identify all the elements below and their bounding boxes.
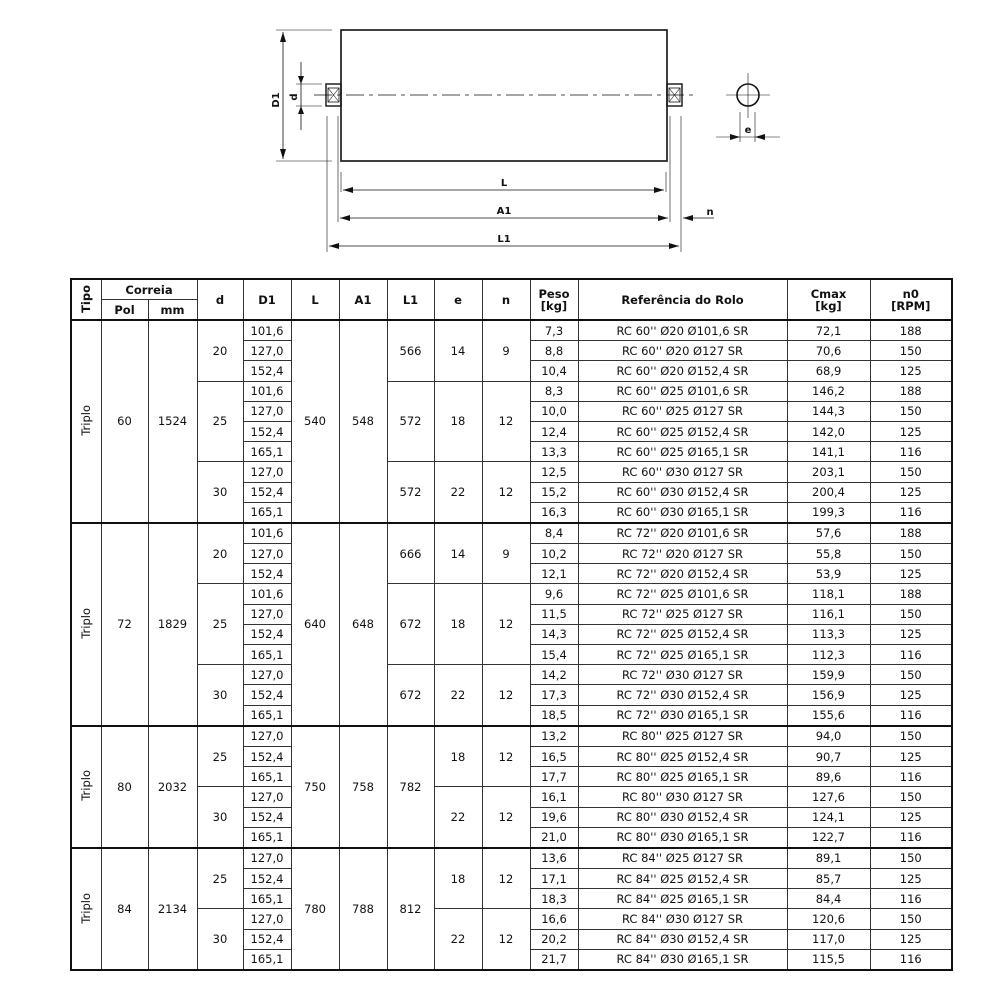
cell-referencia: RC 60'' Ø30 Ø152,4 SR [578, 482, 787, 502]
label-n: n [706, 207, 714, 218]
group-84 [71, 848, 952, 970]
cell-L1: 572 [387, 381, 434, 462]
cell-cmax: 84,4 [787, 889, 870, 909]
cell-peso: 14,3 [530, 624, 578, 644]
table-row [71, 909, 952, 929]
cell-referencia: RC 72'' Ø30 Ø127 SR [578, 665, 787, 685]
group-60 [71, 320, 952, 523]
cell-A1: 788 [339, 848, 387, 970]
cell-referencia: RC 84'' Ø30 Ø165,1 SR [578, 949, 787, 970]
cell-cmax: 142,0 [787, 421, 870, 441]
cell-n0: 150 [870, 341, 952, 361]
cell-D1: 152,4 [243, 869, 291, 889]
header-A1: A1 [339, 279, 387, 320]
cell-n: 12 [482, 665, 530, 726]
cell-L: 750 [291, 726, 339, 848]
cell-n0: 116 [870, 889, 952, 909]
cell-cmax: 68,9 [787, 361, 870, 381]
header-L1: L1 [387, 279, 434, 320]
cell-n0: 116 [870, 645, 952, 665]
header-cmax: Cmax [kg] [787, 279, 870, 320]
cell-L1: 812 [387, 848, 434, 970]
cell-cmax: 90,7 [787, 746, 870, 766]
cell-n0: 125 [870, 869, 952, 889]
roller-technical-drawing [0, 0, 1000, 270]
cell-cmax: 112,3 [787, 645, 870, 665]
header-correia: Correia [101, 279, 197, 300]
cell-A1: 648 [339, 523, 387, 726]
cell-referencia: RC 80'' Ø30 Ø152,4 SR [578, 807, 787, 827]
header-d: d [197, 279, 243, 320]
cell-n0: 125 [870, 624, 952, 644]
cell-referencia: RC 80'' Ø30 Ø127 SR [578, 787, 787, 807]
cell-D1: 152,4 [243, 685, 291, 705]
cell-n0: 150 [870, 462, 952, 482]
cell-cmax: 141,1 [787, 442, 870, 462]
cell-e: 18 [434, 381, 482, 462]
cell-d: 25 [197, 584, 243, 665]
cell-referencia: RC 80'' Ø25 Ø127 SR [578, 726, 787, 747]
cell-n0: 188 [870, 381, 952, 401]
cell-n: 12 [482, 787, 530, 848]
cell-peso: 15,2 [530, 482, 578, 502]
cell-n0: 150 [870, 726, 952, 747]
header-n0: n0 [RPM] [870, 279, 952, 320]
cell-D1: 165,1 [243, 705, 291, 726]
cell-n0: 125 [870, 807, 952, 827]
cell-cmax: 156,9 [787, 685, 870, 705]
cell-D1: 165,1 [243, 442, 291, 462]
cell-n0: 150 [870, 544, 952, 564]
cell-referencia: RC 60'' Ø30 Ø127 SR [578, 462, 787, 482]
cell-n0: 125 [870, 421, 952, 441]
cell-D1: 165,1 [243, 645, 291, 665]
cell-referencia: RC 60'' Ø20 Ø152,4 SR [578, 361, 787, 381]
cell-peso: 17,1 [530, 869, 578, 889]
cell-n0: 150 [870, 401, 952, 421]
cell-D1: 152,4 [243, 746, 291, 766]
cell-peso: 14,2 [530, 665, 578, 685]
cell-mm: 2134 [148, 848, 197, 970]
cell-n0: 116 [870, 705, 952, 726]
cell-referencia: RC 72'' Ø20 Ø152,4 SR [578, 564, 787, 584]
cell-d: 25 [197, 726, 243, 787]
cell-cmax: 159,9 [787, 665, 870, 685]
cell-peso: 13,6 [530, 848, 578, 869]
cell-referencia: RC 72'' Ø30 Ø165,1 SR [578, 705, 787, 726]
cell-peso: 7,3 [530, 320, 578, 341]
cell-pol: 60 [101, 320, 148, 523]
group-72 [71, 523, 952, 726]
cell-d: 30 [197, 787, 243, 848]
cell-peso: 15,4 [530, 645, 578, 665]
cell-cmax: 122,7 [787, 827, 870, 848]
cell-n0: 150 [870, 848, 952, 869]
label-A1: A1 [496, 206, 512, 217]
cell-cmax: 70,6 [787, 341, 870, 361]
header-mm: mm [148, 300, 197, 321]
cell-D1: 127,0 [243, 604, 291, 624]
cell-D1: 101,6 [243, 320, 291, 341]
cell-A1: 548 [339, 320, 387, 523]
cell-cmax: 124,1 [787, 807, 870, 827]
table-row [71, 665, 952, 685]
cell-d: 30 [197, 462, 243, 523]
cell-cmax: 115,5 [787, 949, 870, 970]
cell-referencia: RC 72'' Ø20 Ø101,6 SR [578, 523, 787, 544]
cell-referencia: RC 84'' Ø30 Ø127 SR [578, 909, 787, 929]
cell-peso: 12,1 [530, 564, 578, 584]
cell-peso: 10,2 [530, 544, 578, 564]
cell-cmax: 55,8 [787, 544, 870, 564]
table-row [71, 787, 952, 807]
cell-n0: 125 [870, 564, 952, 584]
cell-d: 25 [197, 381, 243, 462]
header-e: e [434, 279, 482, 320]
cell-d: 30 [197, 665, 243, 726]
header-n: n [482, 279, 530, 320]
cell-cmax: 113,3 [787, 624, 870, 644]
cell-D1: 127,0 [243, 848, 291, 869]
cell-referencia: RC 84'' Ø25 Ø165,1 SR [578, 889, 787, 909]
cell-n0: 188 [870, 320, 952, 341]
label-e: e [744, 125, 752, 136]
cell-referencia: RC 72'' Ø25 Ø165,1 SR [578, 645, 787, 665]
table-row [71, 848, 952, 869]
cell-e: 22 [434, 665, 482, 726]
cell-D1: 165,1 [243, 502, 291, 523]
cell-referencia: RC 60'' Ø20 Ø127 SR [578, 341, 787, 361]
cell-referencia: RC 72'' Ø25 Ø127 SR [578, 604, 787, 624]
cell-n0: 116 [870, 949, 952, 970]
cell-D1: 165,1 [243, 827, 291, 848]
cell-D1: 152,4 [243, 624, 291, 644]
cell-n: 12 [482, 909, 530, 970]
cell-peso: 17,3 [530, 685, 578, 705]
cell-referencia: RC 60'' Ø25 Ø127 SR [578, 401, 787, 421]
cell-cmax: 72,1 [787, 320, 870, 341]
cell-L: 540 [291, 320, 339, 523]
cell-n0: 125 [870, 361, 952, 381]
cell-referencia: RC 72'' Ø25 Ø152,4 SR [578, 624, 787, 644]
group-80 [71, 726, 952, 848]
cell-d: 30 [197, 909, 243, 970]
cell-L: 640 [291, 523, 339, 726]
cell-referencia: RC 72'' Ø30 Ø152,4 SR [578, 685, 787, 705]
cell-cmax: 144,3 [787, 401, 870, 421]
cell-pol: 72 [101, 523, 148, 726]
cell-referencia: RC 60'' Ø30 Ø165,1 SR [578, 502, 787, 523]
cell-referencia: RC 60'' Ø25 Ø101,6 SR [578, 381, 787, 401]
cell-cmax: 155,6 [787, 705, 870, 726]
cell-D1: 152,4 [243, 929, 291, 949]
cell-referencia: RC 60'' Ø20 Ø101,6 SR [578, 320, 787, 341]
cell-tipo: Triplo [71, 523, 101, 726]
header-referencia: Referência do Rolo [578, 279, 787, 320]
cell-A1: 758 [339, 726, 387, 848]
cell-D1: 127,0 [243, 726, 291, 747]
cell-D1: 165,1 [243, 767, 291, 787]
cell-peso: 16,1 [530, 787, 578, 807]
cell-peso: 16,5 [530, 746, 578, 766]
cell-D1: 101,6 [243, 523, 291, 544]
header-peso: Peso [kg] [530, 279, 578, 320]
cell-peso: 16,6 [530, 909, 578, 929]
cell-D1: 127,0 [243, 401, 291, 421]
cell-L1: 566 [387, 320, 434, 381]
cell-n0: 150 [870, 604, 952, 624]
cell-peso: 21,7 [530, 949, 578, 970]
cell-n0: 125 [870, 929, 952, 949]
label-L1: L1 [497, 234, 511, 245]
cell-d: 20 [197, 523, 243, 584]
cell-e: 18 [434, 848, 482, 909]
cell-peso: 13,2 [530, 726, 578, 747]
cell-D1: 101,6 [243, 584, 291, 604]
cell-n: 9 [482, 320, 530, 381]
roller-body [341, 30, 667, 161]
cell-e: 22 [434, 909, 482, 970]
cell-L1: 672 [387, 665, 434, 726]
cell-referencia: RC 60'' Ø25 Ø152,4 SR [578, 421, 787, 441]
cell-peso: 10,0 [530, 401, 578, 421]
cell-D1: 152,4 [243, 807, 291, 827]
cell-peso: 11,5 [530, 604, 578, 624]
cell-n0: 116 [870, 827, 952, 848]
cell-peso: 12,4 [530, 421, 578, 441]
header-D1: D1 [243, 279, 291, 320]
cell-peso: 18,5 [530, 705, 578, 726]
table-row [71, 320, 952, 341]
cell-cmax: 203,1 [787, 462, 870, 482]
cell-n: 12 [482, 462, 530, 523]
cell-n0: 125 [870, 685, 952, 705]
cell-peso: 8,8 [530, 341, 578, 361]
cell-tipo: Triplo [71, 726, 101, 848]
table-row [71, 381, 952, 401]
cell-D1: 152,4 [243, 564, 291, 584]
cell-peso: 18,3 [530, 889, 578, 909]
roller-spec-table [70, 278, 953, 971]
cell-e: 14 [434, 523, 482, 584]
cell-mm: 1524 [148, 320, 197, 523]
cell-D1: 152,4 [243, 482, 291, 502]
cell-peso: 8,3 [530, 381, 578, 401]
cell-cmax: 199,3 [787, 502, 870, 523]
label-d: d [289, 93, 300, 101]
cell-n0: 150 [870, 665, 952, 685]
cell-n0: 150 [870, 787, 952, 807]
cell-D1: 165,1 [243, 889, 291, 909]
cell-D1: 165,1 [243, 949, 291, 970]
cell-peso: 9,6 [530, 584, 578, 604]
cell-peso: 13,3 [530, 442, 578, 462]
cell-n0: 116 [870, 442, 952, 462]
cell-peso: 17,7 [530, 767, 578, 787]
cell-referencia: RC 80'' Ø30 Ø165,1 SR [578, 827, 787, 848]
cell-L1: 672 [387, 584, 434, 665]
cell-cmax: 89,6 [787, 767, 870, 787]
cell-e: 22 [434, 787, 482, 848]
cell-L1: 666 [387, 523, 434, 584]
cell-n: 12 [482, 726, 530, 787]
cell-d: 25 [197, 848, 243, 909]
cell-tipo: Triplo [71, 320, 101, 523]
cell-pol: 84 [101, 848, 148, 970]
cell-e: 18 [434, 584, 482, 665]
cell-D1: 152,4 [243, 361, 291, 381]
table-row [71, 584, 952, 604]
cell-cmax: 53,9 [787, 564, 870, 584]
cell-peso: 20,2 [530, 929, 578, 949]
cell-referencia: RC 72'' Ø25 Ø101,6 SR [578, 584, 787, 604]
cell-cmax: 120,6 [787, 909, 870, 929]
cell-referencia: RC 84'' Ø30 Ø152,4 SR [578, 929, 787, 949]
cell-tipo: Triplo [71, 848, 101, 970]
cell-peso: 16,3 [530, 502, 578, 523]
cell-pol: 80 [101, 726, 148, 848]
cell-n0: 188 [870, 584, 952, 604]
cell-D1: 127,0 [243, 462, 291, 482]
cell-D1: 152,4 [243, 421, 291, 441]
cell-n0: 125 [870, 482, 952, 502]
header-L: L [291, 279, 339, 320]
cell-referencia: RC 80'' Ø25 Ø165,1 SR [578, 767, 787, 787]
cell-cmax: 57,6 [787, 523, 870, 544]
cell-e: 14 [434, 320, 482, 381]
cell-n0: 150 [870, 909, 952, 929]
cell-referencia: RC 80'' Ø25 Ø152,4 SR [578, 746, 787, 766]
cell-cmax: 200,4 [787, 482, 870, 502]
header-tipo: Tipo [71, 279, 101, 320]
table-row [71, 726, 952, 747]
cell-L1: 572 [387, 462, 434, 523]
cell-n0: 116 [870, 767, 952, 787]
cell-D1: 127,0 [243, 787, 291, 807]
cell-cmax: 118,1 [787, 584, 870, 604]
cell-mm: 1829 [148, 523, 197, 726]
cell-n: 12 [482, 848, 530, 909]
cell-referencia: RC 84'' Ø25 Ø152,4 SR [578, 869, 787, 889]
cell-cmax: 117,0 [787, 929, 870, 949]
cell-n: 12 [482, 381, 530, 462]
cell-D1: 127,0 [243, 544, 291, 564]
table-row [71, 462, 952, 482]
cell-L: 780 [291, 848, 339, 970]
label-D1: D1 [271, 92, 282, 108]
cell-cmax: 127,6 [787, 787, 870, 807]
cell-D1: 127,0 [243, 665, 291, 685]
cell-e: 18 [434, 726, 482, 787]
cell-cmax: 89,1 [787, 848, 870, 869]
cell-peso: 8,4 [530, 523, 578, 544]
label-L: L [500, 178, 508, 189]
cell-D1: 101,6 [243, 381, 291, 401]
cell-cmax: 116,1 [787, 604, 870, 624]
cell-n: 12 [482, 584, 530, 665]
cell-peso: 10,4 [530, 361, 578, 381]
cell-cmax: 85,7 [787, 869, 870, 889]
cell-L1: 782 [387, 726, 434, 848]
cell-n0: 125 [870, 746, 952, 766]
cell-referencia: RC 60'' Ø25 Ø165,1 SR [578, 442, 787, 462]
cell-referencia: RC 72'' Ø20 Ø127 SR [578, 544, 787, 564]
cell-e: 22 [434, 462, 482, 523]
header-pol: Pol [101, 300, 148, 321]
cell-referencia: RC 84'' Ø25 Ø127 SR [578, 848, 787, 869]
cell-n: 9 [482, 523, 530, 584]
cell-peso: 19,6 [530, 807, 578, 827]
cell-cmax: 146,2 [787, 381, 870, 401]
cell-n0: 188 [870, 523, 952, 544]
table-row [71, 523, 952, 544]
cell-peso: 21,0 [530, 827, 578, 848]
cell-D1: 127,0 [243, 341, 291, 361]
cell-n0: 116 [870, 502, 952, 523]
cell-peso: 12,5 [530, 462, 578, 482]
cell-d: 20 [197, 320, 243, 381]
cell-mm: 2032 [148, 726, 197, 848]
cell-D1: 127,0 [243, 909, 291, 929]
cell-cmax: 94,0 [787, 726, 870, 747]
